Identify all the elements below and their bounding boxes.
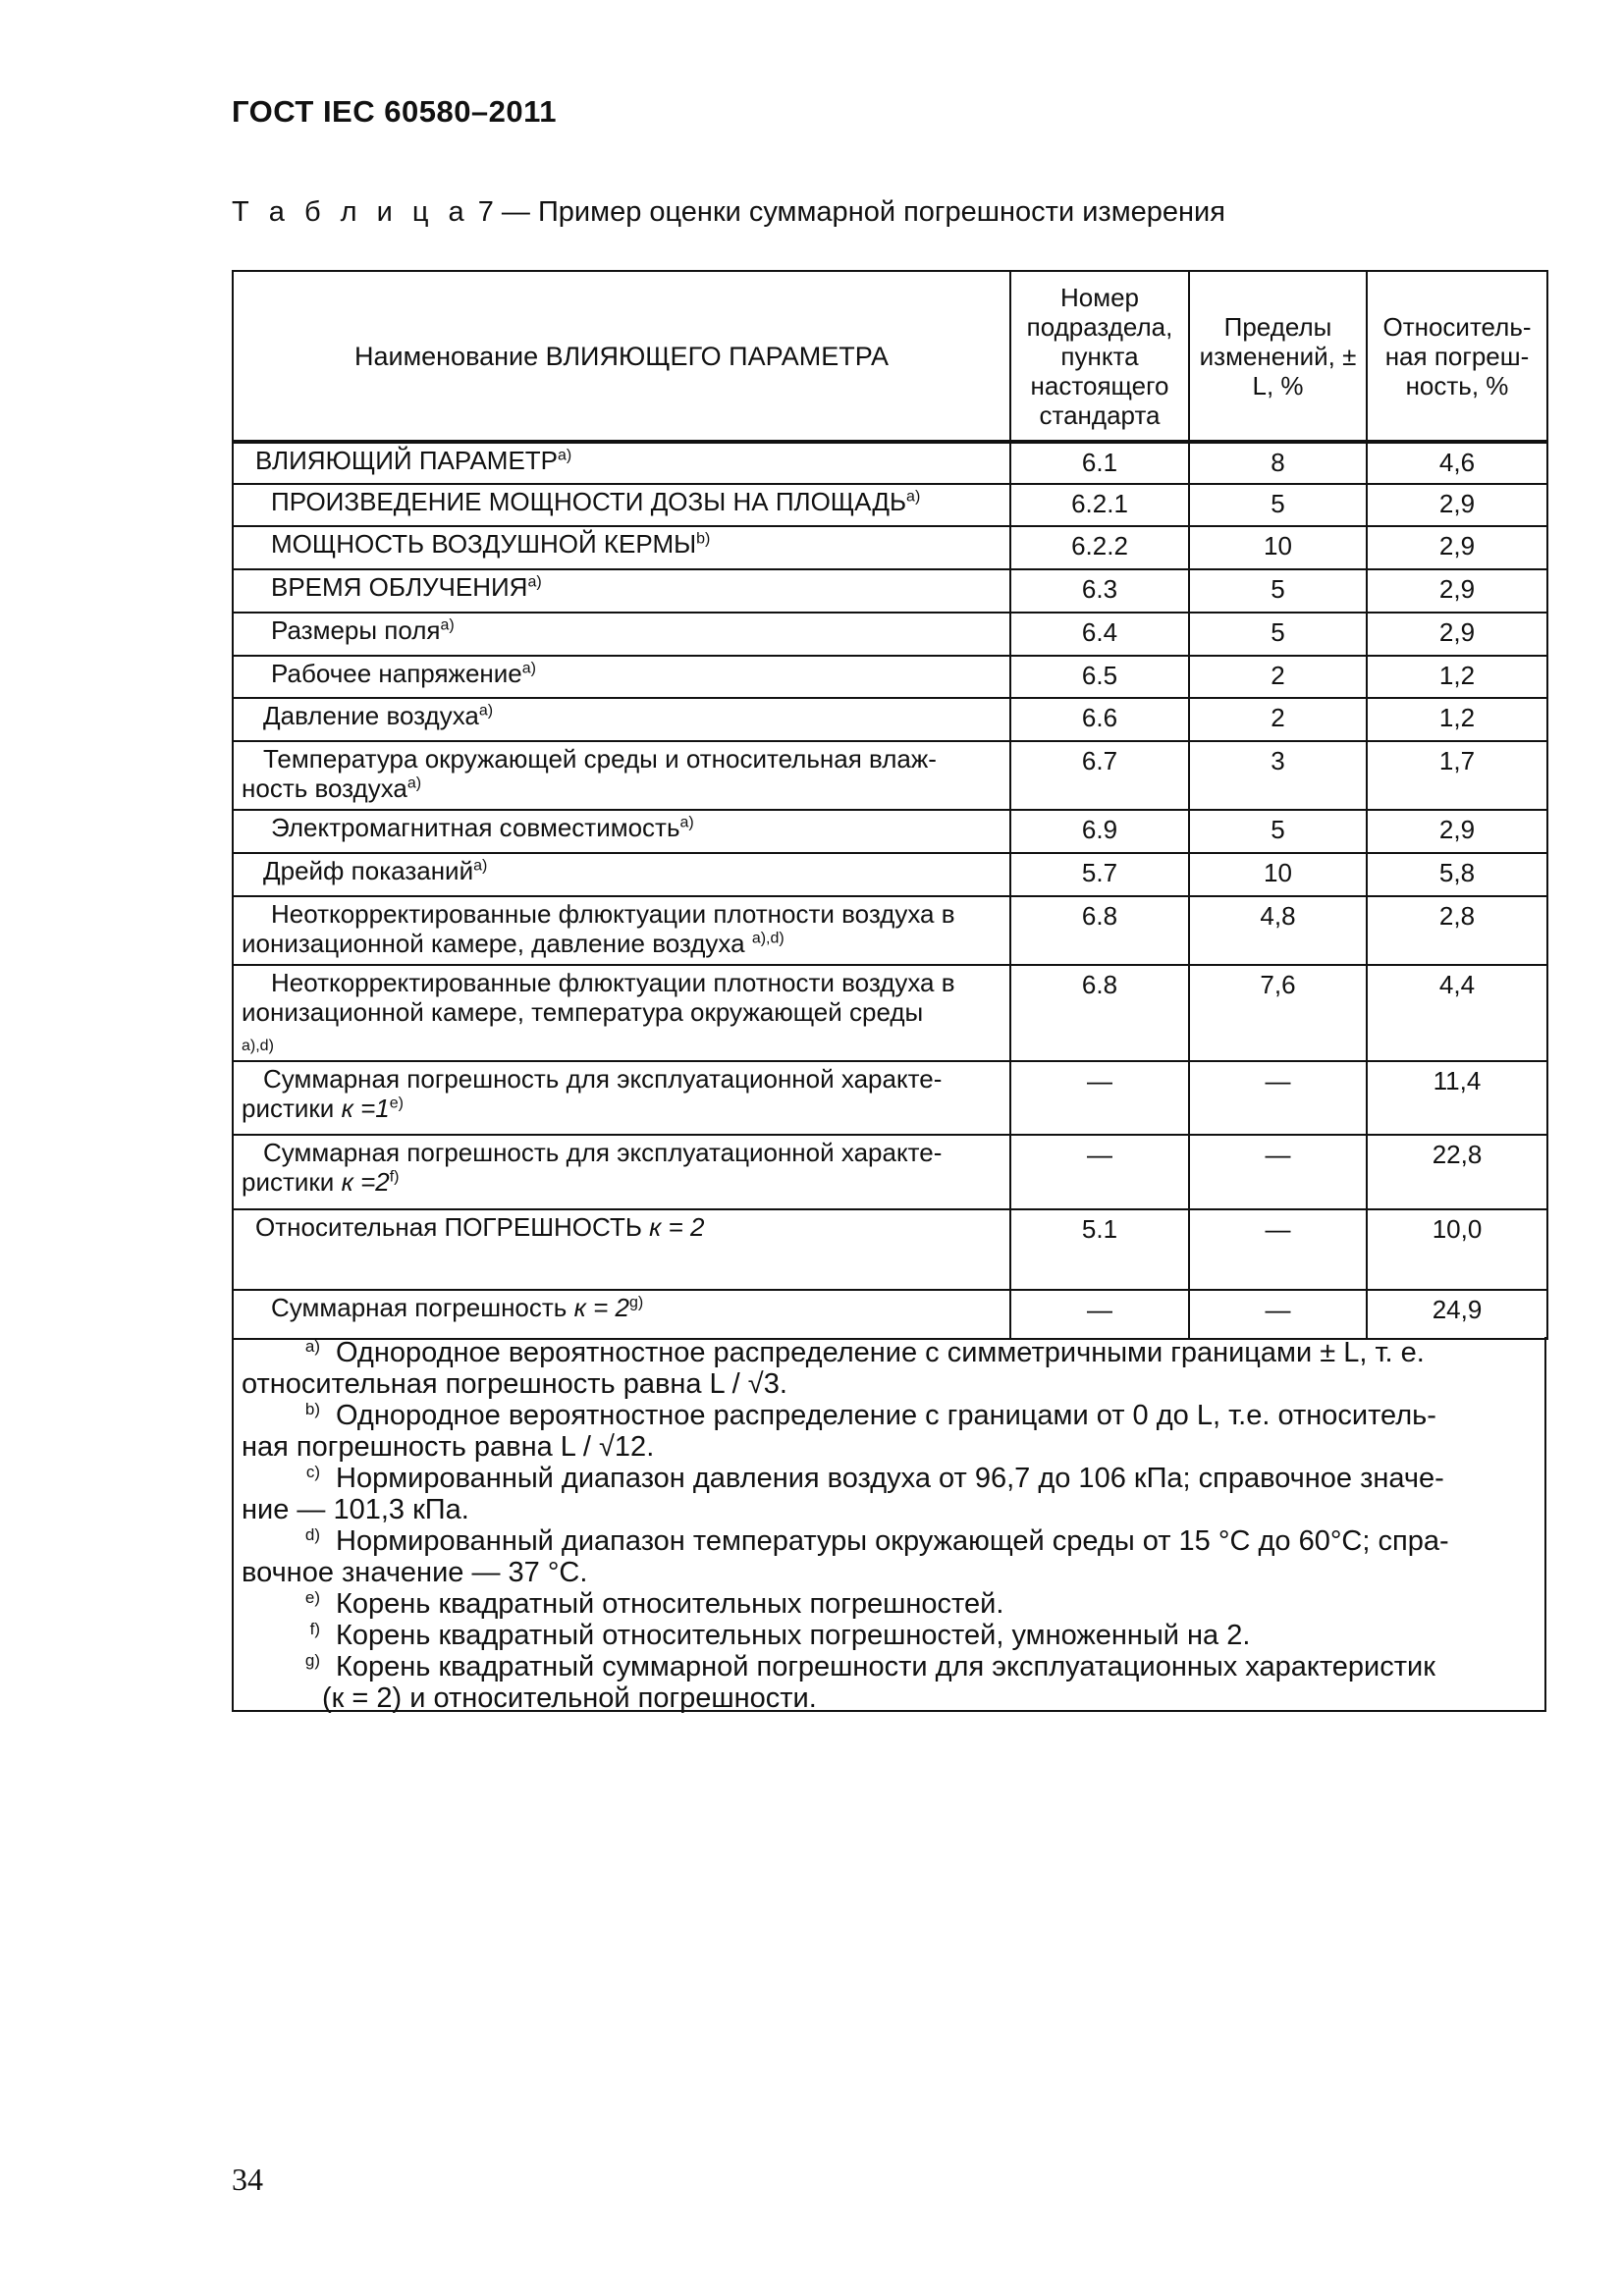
note-a: а) Однородное вероятностное распределение с симметричными границами ± L, т. е. относительная погрешность равна L / √3. <box>242 1337 1425 1400</box>
relative-error: 2,9 <box>1367 569 1547 613</box>
relative-error: 24,9 <box>1367 1290 1547 1339</box>
variation-limit: — <box>1189 1135 1367 1209</box>
note-f: f) Корень квадратный относительных погрешностей, умноженный на 2. <box>309 1620 1251 1651</box>
table-row <box>233 569 1547 613</box>
parameter-name: Суммарная погрешность $к = 2^{g)}$ <box>233 1290 1010 1339</box>
section-number: — <box>1010 1061 1189 1135</box>
relative-error: 4,6 <box>1367 442 1547 484</box>
section-number: 6.8 <box>1010 965 1189 1061</box>
table-row <box>233 613 1547 656</box>
parameter-name: ВРЕМЯ $ОБЛУЧЕНИЯ^{а)}$ <box>233 569 1010 613</box>
parameter-name: ПРОИЗВЕДЕНИЕ МОЩНОСТИ ДОЗЫ НА $ПЛОЩАДЬ^{а)}$ <box>233 484 1010 526</box>
table-notes <box>232 1337 1546 1712</box>
parameter-name: Неоткорректированные флюктуации плотности воздуха в ионизационной камере, давление воздуха $^{а),d)}$ <box>233 896 1010 965</box>
variation-limit: — <box>1189 1209 1367 1290</box>
section-number: — <box>1010 1290 1189 1339</box>
section-number: 6.5 <box>1010 656 1189 698</box>
table-row <box>233 698 1547 741</box>
parameter-name: Размеры поля$^{а)}$ <box>233 613 1010 656</box>
variation-limit: — <box>1189 1061 1367 1135</box>
note-b: b) Однородное вероятностное распределение с границами от 0 до L, т.е. относитель- ная погрешность равна L / √12. <box>242 1400 1436 1463</box>
section-number: 6.2.2 <box>1010 526 1189 569</box>
table-row <box>233 1135 1547 1209</box>
parameter-name: Температура окружающей среды и относительная влаж- ность воздуха$^{а)}$ <box>233 741 1010 810</box>
variation-limit: 2 <box>1189 698 1367 741</box>
section-number: 6.1 <box>1010 442 1189 484</box>
table-row <box>233 853 1547 896</box>
variation-limit: 2 <box>1189 656 1367 698</box>
table-caption-text: 7 — Пример оценки суммарной погрешности измерения <box>477 196 1225 228</box>
error-table <box>232 270 1548 1340</box>
variation-limit: 8 <box>1189 442 1367 484</box>
table-row <box>233 656 1547 698</box>
variation-limit: 5 <box>1189 569 1367 613</box>
table-row <box>233 1061 1547 1135</box>
table-row <box>233 442 1547 484</box>
note-g: g) Корень квадратный суммарной погрешности для эксплуатационных характеристик (к = 2) и относительной погрешности. <box>304 1651 1435 1714</box>
section-number: 6.9 <box>1010 810 1189 853</box>
relative-error: 10,0 <box>1367 1209 1547 1290</box>
parameter-name: ВЛИЯЮЩИЙ $ПАРАМЕТР^{а)}$ <box>233 442 1010 484</box>
variation-limit: 10 <box>1189 526 1367 569</box>
table-caption <box>232 196 1225 229</box>
variation-limit: — <box>1189 1290 1367 1339</box>
table-row <box>233 526 1547 569</box>
table-row <box>233 810 1547 853</box>
table-row <box>233 484 1547 526</box>
variation-limit: 7,6 <box>1189 965 1367 1061</box>
section-number: 6.2.1 <box>1010 484 1189 526</box>
relative-error: 1,7 <box>1367 741 1547 810</box>
page-number: 34 <box>232 2162 263 2197</box>
parameter-name: Рабочее напряжение$^{а)}$ <box>233 656 1010 698</box>
relative-error: 2,9 <box>1367 526 1547 569</box>
relative-error: 2,9 <box>1367 810 1547 853</box>
parameter-name: МОЩНОСТЬ ВОЗДУШНОЙ КЕРМЫ$^{b)}$ <box>233 526 1010 569</box>
table-row <box>233 1290 1547 1339</box>
section-number: 5.7 <box>1010 853 1189 896</box>
section-number: 6.8 <box>1010 896 1189 965</box>
parameter-name: Суммарная погрешность для эксплуатационной характе- ристики $к =1^{e)}$ <box>233 1061 1010 1135</box>
parameter-name: Электромагнитная совместимость$^{а)}$ <box>233 810 1010 853</box>
section-number: 6.7 <box>1010 741 1189 810</box>
note-d: d) Нормированный диапазон температуры окружающей среды от 15 °С до 60°С; спра- вочное значение — 37 °С. <box>242 1525 1449 1588</box>
parameter-name: Дрейф показаний$^{а)}$ <box>233 853 1010 896</box>
section-number: 6.6 <box>1010 698 1189 741</box>
relative-error: 4,4 <box>1367 965 1547 1061</box>
column-header-section: Номер подраздела, пункта настоящего стандарта <box>1010 271 1189 442</box>
variation-limit: 5 <box>1189 810 1367 853</box>
parameter-name: Неоткорректированные флюктуации плотности воздуха в ионизационной камере, температура окружающей среды а),d) <box>233 965 1010 1061</box>
relative-error: 1,2 <box>1367 656 1547 698</box>
variation-limit: 5 <box>1189 613 1367 656</box>
section-number: 6.3 <box>1010 569 1189 613</box>
relative-error: 2,9 <box>1367 484 1547 526</box>
table-row <box>233 741 1547 810</box>
table-caption-prefix: Т а б л и ц а <box>232 196 470 228</box>
section-number: 6.4 <box>1010 613 1189 656</box>
table-header-row <box>233 271 1547 442</box>
relative-error: 2,9 <box>1367 613 1547 656</box>
variation-limit: 5 <box>1189 484 1367 526</box>
column-header-parameter: Наименование ВЛИЯЮЩЕГО ПАРАМЕТРА <box>233 271 1010 442</box>
variation-limit: 10 <box>1189 853 1367 896</box>
relative-error: 11,4 <box>1367 1061 1547 1135</box>
table-row <box>233 896 1547 965</box>
parameter-name: Суммарная погрешность для эксплуатационной характе- ристики $к =2^{f)}$ <box>233 1135 1010 1209</box>
table-row <box>233 1209 1547 1290</box>
note-c: c) Нормированный диапазон давления воздуха от 96,7 до 106 кПа; справочное значе- ние — 101,3 кПа. <box>242 1463 1444 1525</box>
parameter-name: Давление воздуха$^{а)}$ <box>233 698 1010 741</box>
column-header-error: Относитель-ная погреш-ность, % <box>1367 271 1547 442</box>
relative-error: 22,8 <box>1367 1135 1547 1209</box>
relative-error: 2,8 <box>1367 896 1547 965</box>
relative-error: 5,8 <box>1367 853 1547 896</box>
table-row <box>233 965 1547 1061</box>
relative-error: 1,2 <box>1367 698 1547 741</box>
variation-limit: 3 <box>1189 741 1367 810</box>
section-number: — <box>1010 1135 1189 1209</box>
note-e: e) Корень квадратный относительных погрешностей. <box>304 1588 1004 1620</box>
variation-limit: 4,8 <box>1189 896 1367 965</box>
parameter-name: Относительная ПОГРЕШНОСТЬ к = 2 <box>233 1209 1010 1290</box>
column-header-limits: Пределы изменений, ± L, % <box>1189 271 1367 442</box>
standard-title: ГОСТ IEC 60580–2011 <box>232 94 557 129</box>
section-number: 5.1 <box>1010 1209 1189 1290</box>
